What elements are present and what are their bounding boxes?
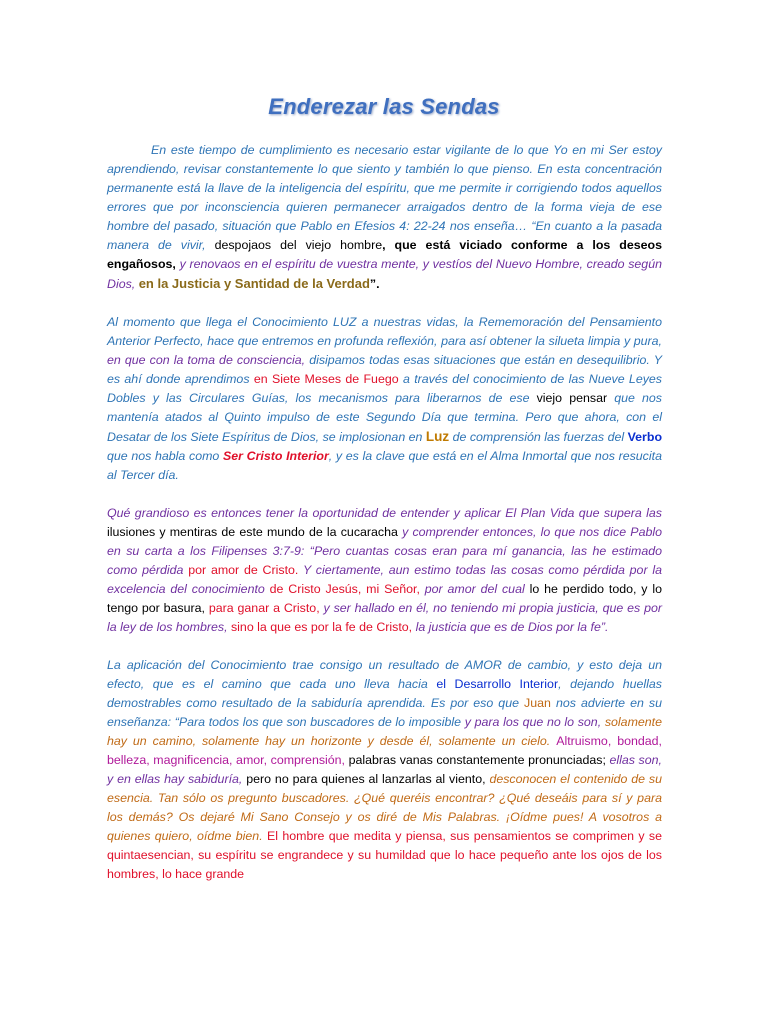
p3-text-a: Qué grandioso es entonces tener la oportunidad de entender y aplicar El Plan Vida que supera las — [107, 506, 662, 520]
p1-text-a: En este tiempo de cumplimiento es necesario estar vigilante de lo que Yo en mi Ser estoy aprendiendo, revisar constantemente lo que siento y también lo que pienso. — [107, 143, 662, 176]
p3-text-j: y ser hallado en él, no teniendo mi propia justicia, que es por la ley de los hombres, — [107, 601, 662, 634]
p3-text-e: Y ciertamente, aun estimo todas las cosas como pérdida por la excelencia del conocimiento — [107, 563, 663, 596]
p2-text-f: viejo pensar — [536, 391, 608, 405]
p2-text-i: de comprensión las fuerzas del — [452, 430, 625, 444]
p3-text-b: ilusiones y mentiras de este mundo de la cucaracha — [107, 525, 398, 539]
p4-text-f: y para los que no lo son, — [464, 715, 602, 729]
p2-text-b: en que con la toma de consciencia, — [107, 353, 306, 367]
p2-text-l: Ser Cristo Interior — [222, 449, 329, 463]
p4-text-k: pero no para quienes al lanzarlas al viento, — [246, 772, 486, 786]
p4-text-c: , dejando huellas demostrables como resultado de la sabiduría aprendida. Es por eso que — [107, 677, 662, 710]
p3-text-f: de Cristo Jesús, mi Señor, — [269, 582, 420, 596]
p1-text-c: despojaos del viejo hombre — [214, 238, 383, 252]
p4-text-b: el Desarrollo Interior — [436, 677, 559, 691]
p3-text-c: y comprender entonces, lo que nos dice Pablo en su carta a los Filipenses 3:7-9: “Pero cuantas cosas eran para mí ganancia, las he estimado como pérdida — [107, 525, 662, 577]
p2-text-k: que nos habla como — [107, 449, 220, 463]
p3-text-h: lo he perdido todo, y lo tengo por basura, — [107, 582, 662, 615]
p4-text-l: desconocen el contenido de su esencia. Tan sólo os pregunto buscadores. ¿Qué queréis encontrar? ¿Qué deseáis para sí y para los demás? Os dejaré Mi Sano Consejo y os diré de Mis Palabras. ¡Oídme pues! A vosotros a quienes quiero, oídme bien. — [107, 772, 663, 843]
p4-text-d: Juan — [524, 696, 551, 710]
p3-text-k: sino la que es por la fe de Cristo, — [230, 620, 413, 634]
paragraph-4 — [107, 656, 662, 884]
document-title: Enderezar las Sendas — [268, 94, 500, 119]
p1-text-g: ”. — [369, 277, 380, 291]
p4-text-e: nos advierte en su enseñanza: “Para todos los que son buscadores de lo imposible — [107, 696, 662, 729]
p1-text-d: , que está viciado conforme a los deseos engañosos, — [107, 238, 662, 271]
p2-text-a: Al momento que llega el Conocimiento LUZ a nuestras vidas, la Rememoración del Pensamiento Anterior Perfecto, hace que entremos en profunda reflexión, para así obtener la silueta limpia y pura, — [107, 315, 662, 348]
p1-text-f: en la Justicia y Santidad de la Verdad — [138, 276, 370, 291]
p2-text-e: a través del conocimiento de las Nueve Leyes Dobles y las Circulares Guías, los mecanismos para liberarnos de ese — [107, 372, 662, 405]
p3-text-g: por amor del cual — [424, 582, 525, 596]
document-body — [107, 141, 662, 884]
p4-text-j: ellas son, y en ellas hay sabiduría, — [107, 753, 662, 786]
p2-text-d: en Siete Meses de Fuego — [253, 372, 399, 386]
p1-text-e: y renovaos en el espíritu de vuestra mente, y vestíos del Nuevo Hombre, creado según Dios, — [107, 257, 662, 291]
p2-text-j: Verbo — [627, 430, 663, 444]
p4-text-h: Altruismo, bondad, belleza, magnificencia, amor, comprensión, — [107, 734, 662, 767]
p3-text-i: para ganar a Cristo, — [208, 601, 320, 615]
p2-text-h: Luz — [425, 429, 450, 444]
paragraph-3 — [107, 504, 662, 637]
p2-text-m: , y es la clave que está en el Alma Inmortal que nos resucita al Tercer día. — [107, 449, 662, 482]
p2-text-c: disipamos todas esas situaciones que están en desequilibrio. Y es ahí donde aprendimos — [107, 353, 662, 386]
p3-text-d: por amor de Cristo. — [188, 563, 299, 577]
p1-text-b: En esta concentración permanente está la llave de la inteligencia del espíritu, que me permite ir corrigiendo todos aquellos errores que por inconsciencia quieren permanecer arraigados dentro de la forma vieja de ese hombre del pasado, situación que Pablo en Efesios 4: 22-24 nos enseña… “En cuanto a la pasada manera de vivir, — [107, 162, 662, 252]
paragraph-2 — [107, 313, 662, 485]
p4-text-i: palabras vanas constantemente pronunciadas; — [348, 753, 606, 767]
p2-text-g: que nos mantenía atados al Quinto impulso de este Segundo Día que termina. Pero que ahora, con el Desatar de los Siete Espíritus de Dios, se implosionan en — [107, 391, 662, 444]
p4-text-g: solamente hay un camino, solamente hay un horizonte y desde él, solamente un cielo. — [107, 715, 663, 748]
paragraph-1 — [107, 141, 662, 294]
p4-text-a: La aplicación del Conocimiento trae consigo un resultado de AMOR de cambio, y esto deja un efecto, que es el camino que cada uno lleva hacia — [107, 658, 662, 691]
p3-text-l: la justicia que es de Dios por la fe”. — [415, 620, 609, 634]
p4-text-m: El hombre que medita y piensa, sus pensamientos se comprimen y se quintaesencian, su espíritu se engrandece y su humildad que lo hace pequeño ante los ojos de los hombres, lo hace grande — [107, 829, 662, 881]
